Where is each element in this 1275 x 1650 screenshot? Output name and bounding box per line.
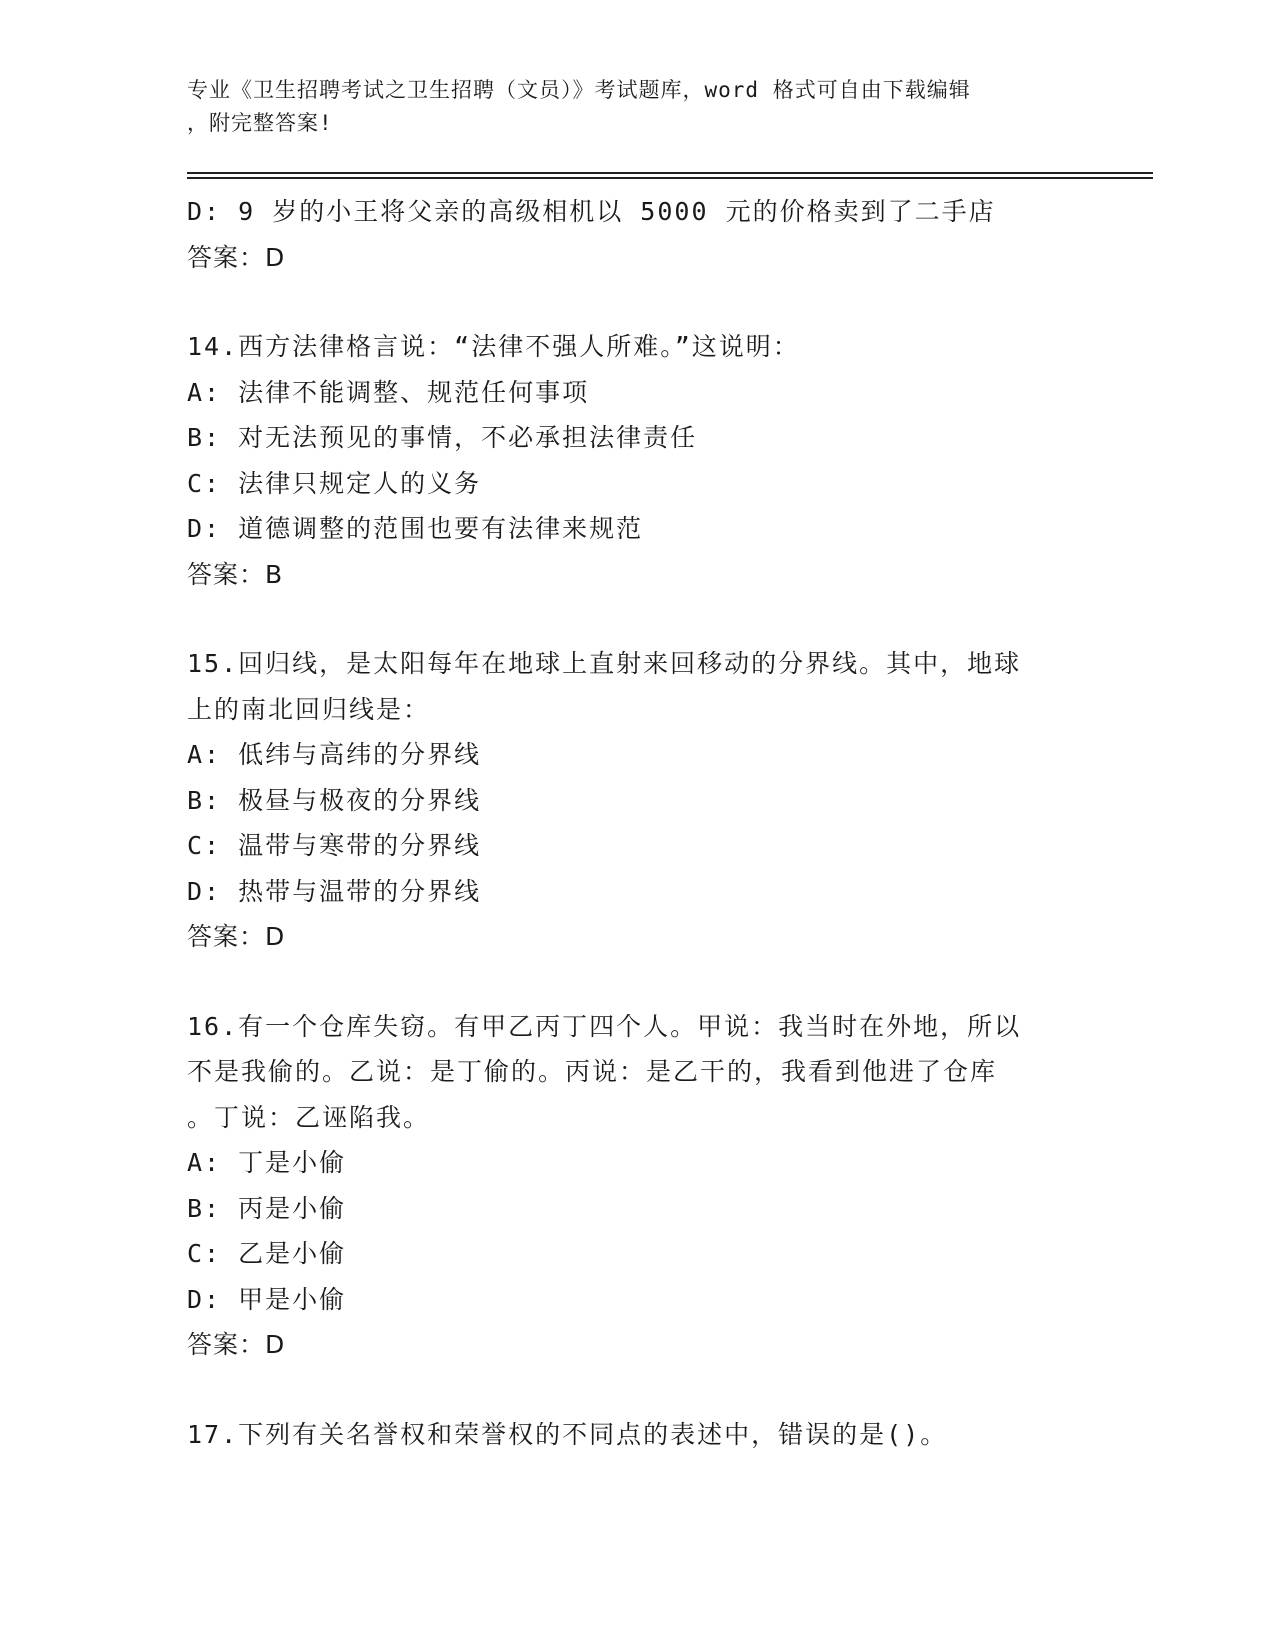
option-b: B: 对无法预见的事情，不必承担法律责任 xyxy=(187,423,698,452)
question-stem: 15.回归线，是太阳每年在地球上直射来回移动的分界线。其中，地球 xyxy=(187,649,1022,678)
question-16 xyxy=(187,1004,1087,1368)
option-a: A: 法律不能调整、规范任何事项 xyxy=(187,377,590,407)
document-header xyxy=(187,74,1067,140)
question-stem-continued: 不是我偷的。乙说：是丁偷的。丙说：是乙干的，我看到他进了仓库 xyxy=(187,1057,998,1086)
question-14 xyxy=(187,324,1087,597)
option-c: C: 乙是小偷 xyxy=(187,1239,347,1268)
option-b: B: 极昼与极夜的分界线 xyxy=(187,785,482,815)
header-line-1: 专业《卫生招聘考试之卫生招聘（文员）》考试题库，word 格式可自由下载编辑 xyxy=(187,78,971,102)
question-stem-continued: 。丁说：乙诬陷我。 xyxy=(187,1102,431,1132)
question-stem: 14.西方法律格言说：“法律不强人所难。”这说明： xyxy=(187,332,800,361)
option-d: D: 甲是小偷 xyxy=(187,1284,347,1314)
option-a: A: 低纬与高纬的分界线 xyxy=(187,740,482,769)
question-stem-continued: 上的南北回归线是： xyxy=(187,694,431,724)
option-c: C: 法律只规定人的义务 xyxy=(187,468,482,498)
option-d: D: 道德调整的范围也要有法律来规范 xyxy=(187,514,644,543)
header-rule-top xyxy=(187,172,1153,174)
answer: 答案：D xyxy=(187,922,286,951)
header-line-2: ，附完整答案! xyxy=(187,111,333,135)
header-rule-bottom xyxy=(187,177,1153,179)
answer: 答案：D xyxy=(187,242,286,272)
option-d: D: 9 岁的小王将父亲的高级相机以 5000 元的价格卖到了二手店 xyxy=(187,197,996,226)
question-list xyxy=(187,189,1087,1457)
option-b: B: 丙是小偷 xyxy=(187,1193,347,1223)
option-c: C: 温带与寒带的分界线 xyxy=(187,831,482,860)
previous-question-tail xyxy=(187,189,1087,280)
question-stem: 17.下列有关名誉权和荣誉权的不同点的表述中，错误的是()。 xyxy=(187,1419,948,1449)
answer: 答案：B xyxy=(187,559,284,589)
option-d: D: 热带与温带的分界线 xyxy=(187,876,482,906)
question-17 xyxy=(187,1412,1087,1458)
answer: 答案：D xyxy=(187,1330,286,1359)
option-a: A: 丁是小偷 xyxy=(187,1148,347,1177)
question-15 xyxy=(187,641,1087,960)
question-stem: 16.有一个仓库失窃。有甲乙丙丁四个人。甲说：我当时在外地，所以 xyxy=(187,1011,1022,1041)
